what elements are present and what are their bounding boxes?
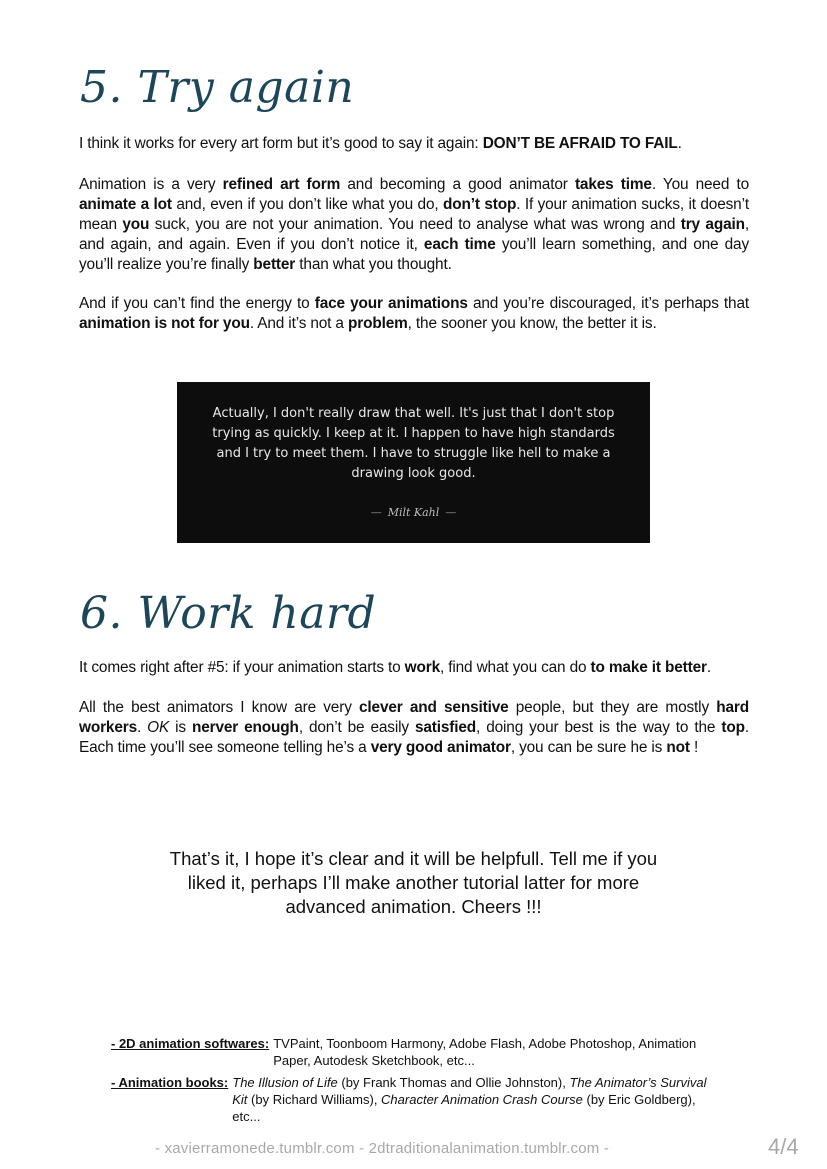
text-run: than what you thought. <box>295 256 452 273</box>
text-run: , don’t be easily <box>298 719 415 736</box>
text-run: . <box>706 659 712 676</box>
text-run: All the best animators I know are very <box>79 699 359 716</box>
emphasis-bold: very good animator <box>370 739 511 756</box>
emphasis-bold: animation is not for you <box>79 315 250 332</box>
emphasis-bold: better <box>253 256 296 273</box>
reference-label: - 2D animation softwares: <box>111 1036 270 1051</box>
section-6-heading: 6. Work hard <box>80 588 377 639</box>
text-run: . <box>677 135 682 152</box>
text-run: I think it works for every art form but it’s good to say it again: <box>79 135 483 152</box>
reference-body <box>232 1074 721 1125</box>
text-run: . You need to <box>651 176 749 193</box>
emphasis-italic: The Illusion of Life <box>232 1075 338 1090</box>
text-run: and you’re discouraged, it’s perhaps that <box>467 295 750 312</box>
section-5-paragraph-3 <box>79 294 749 334</box>
emphasis-bold: problem <box>347 315 408 332</box>
emphasis-bold: to make it better <box>590 659 707 676</box>
emphasis-bold: work <box>404 659 440 676</box>
emphasis-bold: you <box>122 216 150 233</box>
text-run: And if you can’t find the energy to <box>79 295 315 312</box>
text-run: . Each time you’ll see someone telling he’s a <box>79 719 749 756</box>
reference-item <box>111 1035 721 1069</box>
text-run: . If your animation sucks, it doesn’t mean <box>79 196 749 233</box>
text-run: and becoming a good animator <box>340 176 575 193</box>
section-5-paragraph-1 <box>79 134 749 154</box>
text-run: , find what you can do <box>439 659 591 676</box>
dash-right: — <box>445 506 457 519</box>
footer-links: - xavierramonede.tumblr.com - 2dtraditionalanimation.tumblr.com - <box>155 1140 610 1157</box>
text-run: , the sooner you know, the better it is. <box>407 315 657 332</box>
text-run: people, but they are mostly <box>508 699 717 716</box>
closing-message: That’s it, I hope it’s clear and it will be helpfull. Tell me if you liked it, perhaps I’ll make another tutorial latter for more advanced animation. Cheers !!! <box>169 848 658 917</box>
emphasis-bold: refined art form <box>222 176 341 193</box>
text-run: , you can be sure he is <box>510 739 667 756</box>
emphasis-bold: DON’T BE AFRAID TO FAIL <box>482 135 678 152</box>
section-6-paragraph-2 <box>79 698 749 758</box>
emphasis-bold: top <box>721 719 745 736</box>
emphasis-bold: not <box>666 739 690 756</box>
emphasis-bold: each time <box>423 236 496 253</box>
page-number: 4/4 <box>768 1134 799 1159</box>
emphasis-bold: takes time <box>574 176 652 193</box>
text-run: you’ll learn something, and one day you’ll realize you’re finally <box>79 236 749 273</box>
text-run: Animation is a very <box>79 176 223 193</box>
emphasis-bold: clever and sensitive <box>359 699 509 716</box>
text-run: (by Eric Goldberg), etc... <box>232 1092 696 1124</box>
text-run: . <box>136 719 148 736</box>
emphasis-italic: Character Animation Crash Course <box>381 1092 583 1107</box>
quote-text: Actually, I don't really draw that well. It's just that I don't stop trying as quickly. I keep at it. I happen to have high standards and I try to meet them. I have to struggle like hell to make a drawing look good. <box>212 406 615 481</box>
text-run: It comes right after #5: if your animation starts to <box>79 659 405 676</box>
text-run: (by Richard Williams), <box>247 1092 382 1107</box>
emphasis-bold: animate a lot <box>79 196 172 213</box>
emphasis-italic: OK <box>147 719 170 736</box>
text-run: ! <box>689 739 699 756</box>
reference-body <box>273 1035 721 1069</box>
emphasis-bold: satisfied <box>414 719 477 736</box>
emphasis-bold: nerver enough <box>191 719 299 736</box>
quote-attribution <box>177 506 650 519</box>
emphasis-italic: The Animator’s Survival Kit <box>232 1075 707 1107</box>
section-6-paragraph-1 <box>79 658 749 678</box>
emphasis-bold: hard workers <box>79 699 749 736</box>
text-run: and, even if you don’t like what you do, <box>171 196 443 213</box>
quote-author: Milt Kahl <box>387 506 440 519</box>
text-run: TVPaint, Toonboom Harmony, Adobe Flash, Adobe Photoshop, Animation Paper, Autodesk Sketchbook, etc... <box>273 1036 697 1068</box>
reference-item <box>111 1074 721 1125</box>
quote-image <box>177 382 650 543</box>
dash-left: — <box>370 506 382 519</box>
emphasis-bold: don’t stop <box>443 196 517 213</box>
section-5-paragraph-2 <box>79 175 749 275</box>
text-run: is <box>169 719 192 736</box>
text-run: . And it’s not a <box>249 315 348 332</box>
emphasis-bold: face your animations <box>314 295 468 312</box>
text-run: suck, you are not your animation. You need to analyse what was wrong and <box>149 216 681 233</box>
text-run: , and again, and again. Even if you don’t notice it, <box>79 216 749 253</box>
text-run: (by Frank Thomas and Ollie Johnston), <box>337 1075 570 1090</box>
reference-label: - Animation books: <box>111 1075 229 1090</box>
text-run: , doing your best is the way to the <box>476 719 722 736</box>
references-list <box>111 1035 721 1130</box>
section-5-heading: 5. Try again <box>80 62 355 113</box>
emphasis-bold: try again <box>680 216 745 233</box>
